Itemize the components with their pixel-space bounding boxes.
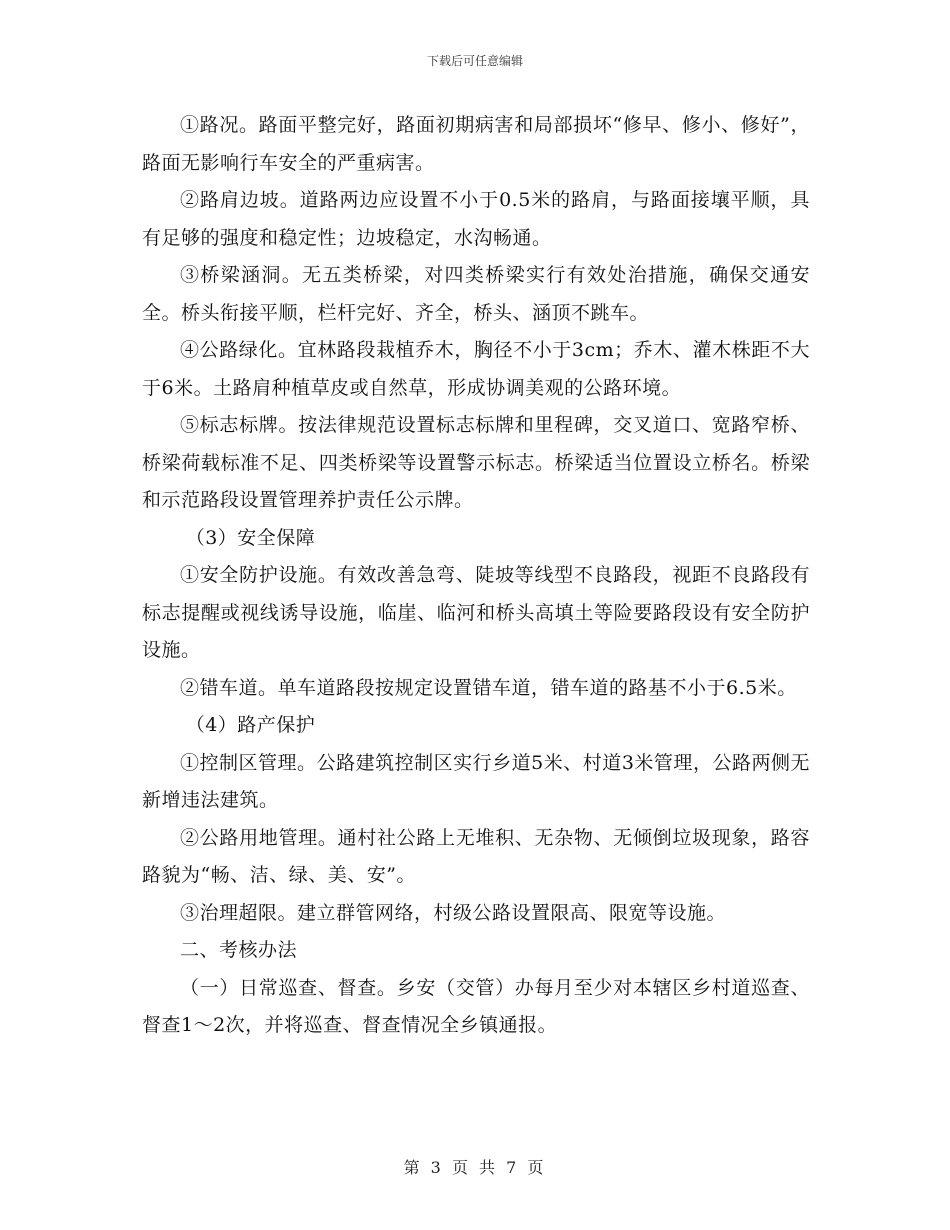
paragraph-land-management: ②公路用地管理。通村社公路上无堆积、无杂物、无倾倒垃圾现象，路容路貌为“畅、洁、绿、美、安”。 — [142, 826, 810, 886]
paragraph-overload-control: ③治理超限。建立群管网络，村级公路设置限高、限宽等设施。 — [180, 901, 727, 924]
page-number-footer: 第 3 页 共 7 页 — [403, 1158, 547, 1177]
paragraph-bridges-culverts: ③桥梁涵洞。无五类桥梁，对四类桥梁实行有效处治措施，确保交通安全。桥头衔接平顺，栏杆完好、齐全，桥头、涵顶不跳车。 — [142, 264, 810, 324]
document-body — [142, 107, 810, 1045]
paragraph-shoulder-slope: ②路肩边坡。道路两边应设置不小于0.5米的路肩，与路面接壤平顺，具有足够的强度和稳定性；边坡稳定，水沟畅通。 — [142, 189, 810, 249]
paragraph-daily-inspection: （一）日常巡查、督查。乡安（交管）办每月至少对本辖区乡村道巡查、督查1～2次，并将巡查、督查情况全乡镇通报。 — [142, 976, 810, 1036]
page-header-note: 下载后可任意编辑 — [426, 54, 523, 68]
section-heading-assessment: 二、考核办法 — [180, 939, 298, 961]
section-heading-road-protection: （4）路产保护 — [185, 714, 316, 736]
paragraph-passing-lanes: ②错车道。单车道路段按规定设置错车道，错车道的路基不小于6.5米。 — [180, 676, 797, 699]
paragraph-control-zone: ①控制区管理。公路建筑控制区实行乡道5米、村道3米管理，公路两侧无新增违法建筑。 — [142, 751, 810, 811]
paragraph-signs: ⑤标志标牌。按法律规范设置标志标牌和里程碑，交叉道口、宽路窄桥、桥梁荷载标准不足、四类桥梁等设置警示标志。桥梁适当位置设立桥名。桥梁和示范路段设置管理养护责任公示牌。 — [142, 414, 810, 511]
paragraph-road-condition: ①路况。路面平整完好，路面初期病害和局部损坏“修早、修小、修好”，路面无影响行车安全的严重病害。 — [142, 114, 810, 174]
paragraph-safety-facilities: ①安全防护设施。有效改善急弯、陡坡等线型不良路段，视距不良路段有标志提醒或视线诱导设施，临崖、临河和桥头高填土等险要路段设有安全防护设施。 — [142, 564, 810, 661]
paragraph-road-greening: ④公路绿化。宜林路段栽植乔木，胸径不小于3cm；乔木、灌木株距不大于6米。土路肩种植草皮或自然草，形成协调美观的公路环境。 — [142, 339, 810, 399]
section-heading-safety: （3）安全保障 — [185, 526, 316, 549]
